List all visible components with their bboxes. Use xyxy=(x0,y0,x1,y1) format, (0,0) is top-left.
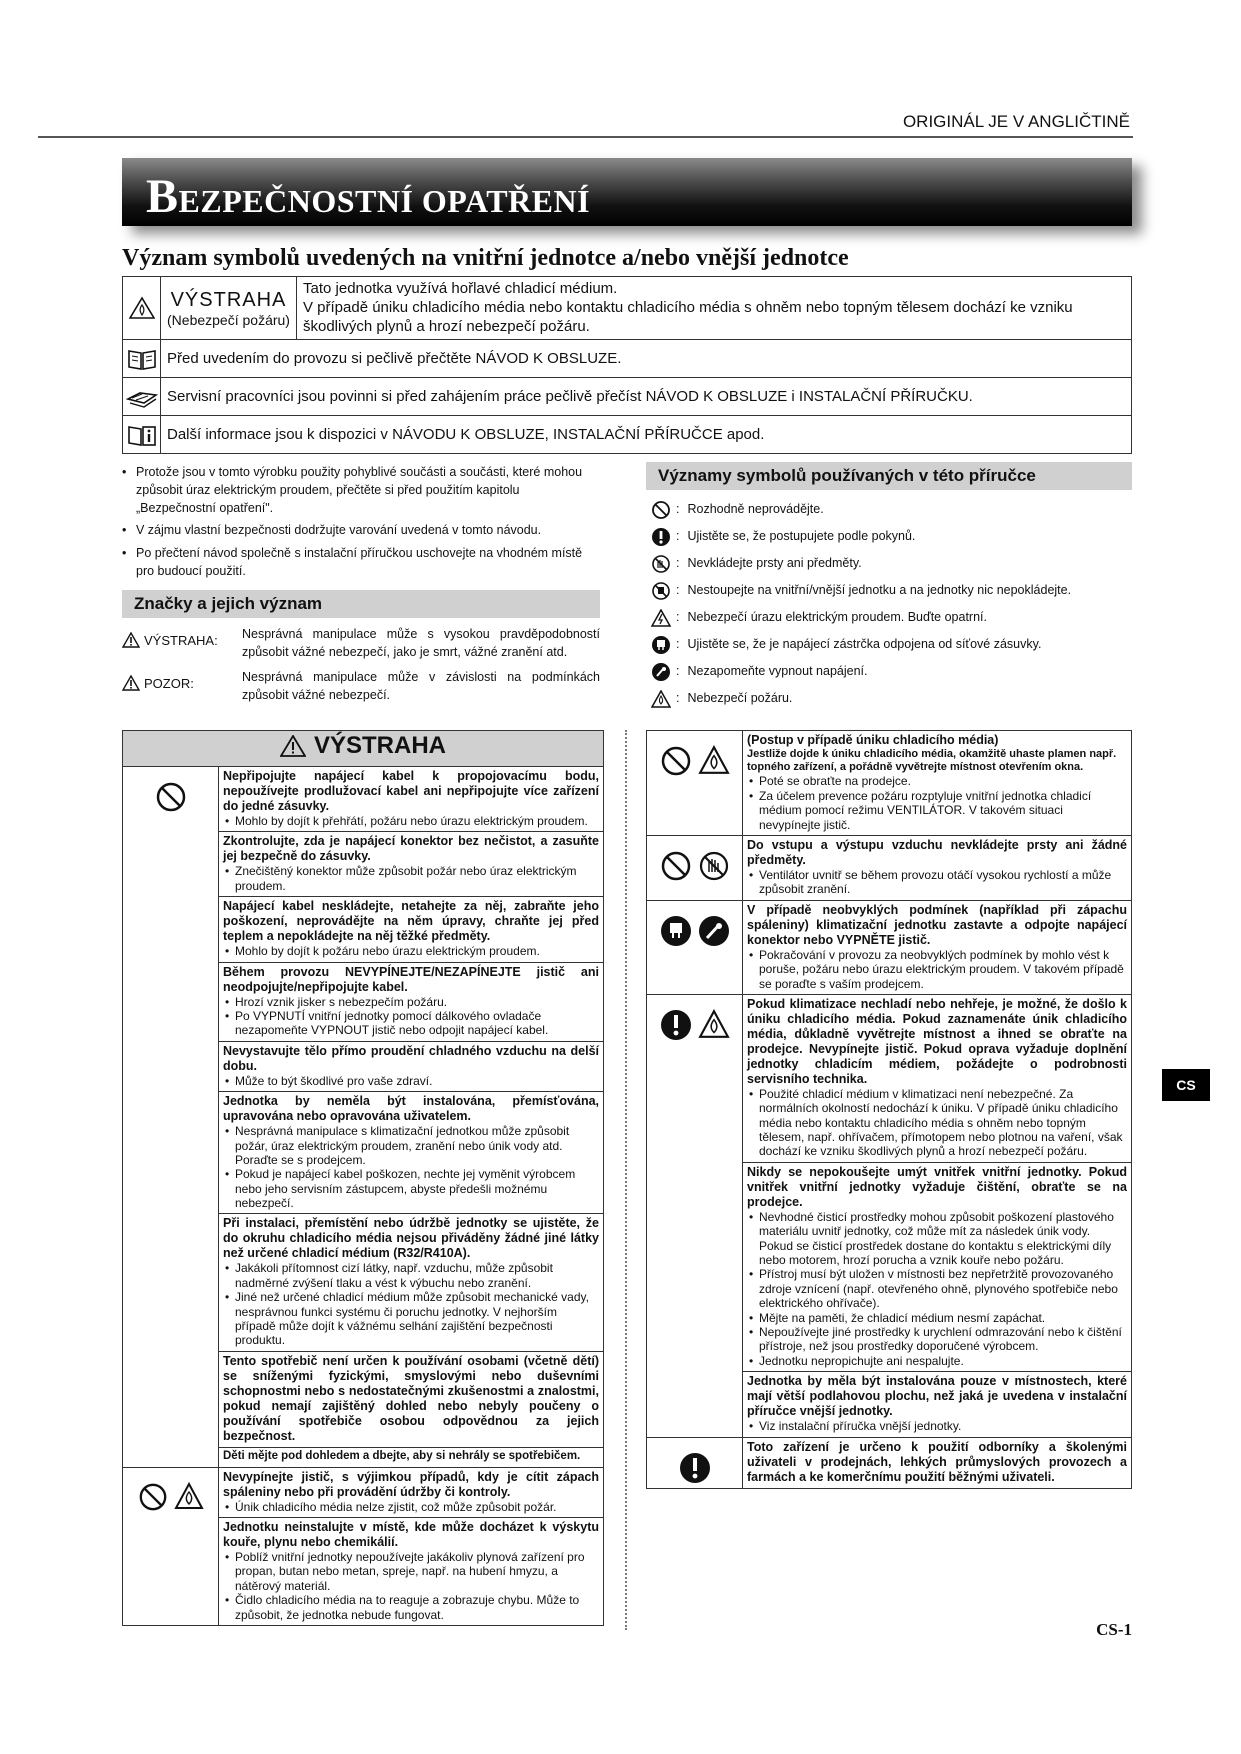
warning-item xyxy=(743,1162,1131,1371)
warning-note: • Pokud je napájecí kabel poškozen, nechte jej vyměnit výrobcem nebo jeho servisním zástupcem, abyste předešli možnému nebezpečí. xyxy=(223,1167,599,1210)
warning-right-group1 xyxy=(743,731,1132,836)
warning-item xyxy=(219,767,603,831)
warning-right-group2 xyxy=(743,835,1132,900)
warning-note: • Za účelem prevence požáru rozptyluje vnitřní jednotka chladicí médium pomocí režimu VENTILÁTOR. V takovém situaci nevypínejte jistič. xyxy=(747,789,1127,832)
meaning-separator: : xyxy=(676,556,680,571)
meaning-separator: : xyxy=(676,691,680,706)
warning-note: • Jakákoli přítomnost cizí látky, např. vzduchu, může způsobit nadměrné zvýšení tlaku a vést k výbuchu nebo zranění. xyxy=(223,1261,599,1290)
meaning-row xyxy=(646,658,1132,685)
warning-item xyxy=(219,831,603,896)
warning-note: • Jednotku nepropichujte ani nespalujte. xyxy=(747,1354,1127,1368)
meaning-row xyxy=(646,604,1132,631)
warning-table-right xyxy=(646,730,1132,1489)
mandatory-icon xyxy=(646,527,676,547)
warning-heading: Nepřipojujte napájecí kabel k propojovacímu bodu, nepoužívejte prodlužovací kabel ani nepřipojujte více zařízení do jedné zásuvky. xyxy=(223,769,599,813)
power-off-icon xyxy=(646,662,676,682)
banner-rest: EZPEČNOSTNÍ OPATŘENÍ xyxy=(178,183,591,219)
warning-item xyxy=(743,1438,1131,1488)
column-divider xyxy=(625,730,627,1630)
warning-note: • Mohlo by dojít k požáru nebo úrazu elektrickým proudem. xyxy=(223,944,599,958)
prohibited-fire-icon-cell xyxy=(647,731,743,836)
warning-item xyxy=(743,901,1131,994)
warning-note: • Použité chladicí médium v klimatizaci není nebezpečné. Za normálních okolností nedochází k úniku. V případě úniku chladicího média nebo kontaktu chladicího média s ohněm nebo topným tělesem, např. ohřívačem, přímotopem nebo plotnou na vaření, však dochází ke vzniku škodlivých plynů a hrozí nebezpečí požáru. xyxy=(747,1087,1127,1159)
warning-table-left xyxy=(122,730,604,1626)
mark-label-text: POZOR: xyxy=(144,676,194,692)
warning-header xyxy=(123,731,604,767)
header-rule xyxy=(38,136,1133,138)
section-banner xyxy=(122,158,1132,226)
warning-heading: Nevypínejte jistič, s výjimkou případů, kdy je cítit zápach spáleniny nebo při provádění údržby či kontroly. xyxy=(223,1469,599,1499)
fire-icon xyxy=(698,745,730,775)
meaning-text: Ujistěte se, že je napájecí zástrčka odpojena od síťové zásuvky. xyxy=(687,637,1042,652)
caution-triangle-icon xyxy=(122,675,140,691)
mark-text: Nesprávná manipulace může v závislosti na podmínkách způsobit vážné nebezpečí. xyxy=(242,670,600,702)
intro-bullet: • V zájmu vlastní bezpečnosti dodržujte varování uvedená v tomto návodu. xyxy=(122,521,600,539)
warning-left-group1 xyxy=(219,767,604,1468)
warning-item xyxy=(219,1351,603,1447)
warning-heading: Pokud klimatizace nechladí nebo nehřeje, je možné, že došlo k úniku chladicího média. Pokud zaznamenáte únik chladicího média, důkladně vyvětrejte místnost a ihned se obraťte na prodejce. Nevypínejte jistič. Pokud oprava vyžaduje doplnění jednotky chladicím médiem, požádejte o podrobnosti servisního technika. xyxy=(747,996,1127,1086)
warning-note: • Nesprávná manipulace s klimatizační jednotkou může způsobit požár, úraz elektrickým proudem, zranění nebo únik vody atd. Poraďte se s prodejcem. xyxy=(223,1124,599,1167)
warning-right-group4 xyxy=(743,994,1132,1437)
meaning-row xyxy=(646,496,1132,523)
warning-note: • Mohlo by dojít k přehřátí, požáru nebo úrazu elektrickým proudem. xyxy=(223,814,599,828)
warning-heading: Toto zařízení je určeno k použití odborníky a školenými uživateli v prodejnách, lehkých průmyslových provozech a farmách a ke komerčnímu použití běžnými uživateli. xyxy=(747,1439,1127,1484)
symbols-table xyxy=(122,276,1132,454)
warning-note: • Viz instalační příručka vnější jednotky. xyxy=(747,1419,1127,1433)
fire-icon xyxy=(174,1482,204,1510)
warning-note: • Čidlo chladicího média na to reaguje a zobrazuje chybu. Může to způsobit, že jednotka nebude fungovat. xyxy=(223,1593,599,1622)
marks-title: Značky a jejich význam xyxy=(122,590,600,618)
original-language-note: ORIGINÁL JE V ANGLIČTINĚ xyxy=(902,112,1130,131)
language-tab: CS xyxy=(1162,1069,1210,1101)
prohibited-icon-cell xyxy=(123,767,219,1468)
mark-text: Nesprávná manipulace může s vysokou pravděpodobností způsobit vážné nebezpečí, jako je smrt, vážné zranění atd. xyxy=(242,627,600,659)
warning-note: • Ventilátor uvnitř se během provozu otáčí vysokou rychlostí a může způsobit zranění. xyxy=(747,868,1127,897)
meanings-title: Významy symbolů používaných v této příručce xyxy=(646,462,1132,490)
intro-bullets xyxy=(122,463,600,584)
meaning-separator: : xyxy=(676,502,680,517)
warning-item xyxy=(219,1091,603,1213)
info-manual-icon xyxy=(123,416,161,454)
warning-heading: Nikdy se nepokoušejte umýt vnitřek vnitřní jednotky. Pokud vnitřek vnitřní jednotky vyžaduje čištění, obraťte se na prodejce. xyxy=(747,1164,1127,1209)
book-icon xyxy=(123,340,161,378)
warning-note: • Mějte na paměti, že chladicí médium nesmí zapáchat. xyxy=(747,1311,1127,1325)
warning-note: • Poté se obraťte na prodejce. xyxy=(747,774,1127,788)
meaning-row xyxy=(646,577,1132,604)
warning-description: Tato jednotka využívá hořlavé chladicí médium. V případě úniku chladicího média nebo kontaktu chladicího média s ohněm nebo topným tělesem dochází ke vzniku škodlivých plynů a hrozí nebezpečí požáru. xyxy=(297,277,1132,340)
warning-note: • Nevhodné čisticí prostředky mohou způsobit poškození plastového materiálu uvnitř jednotky, což může mít za následek únik vody. Pokud se čisticí prostředek dostane do kontaktu s elektrickými díly nebo motorem, hrozí porucha a vznik kouře nebo požáru. xyxy=(747,1210,1127,1268)
symbols-row-service xyxy=(123,378,1132,416)
warning-heading: Nevystavujte tělo přímo proudění chladného vzduchu na delší dobu. xyxy=(223,1043,599,1073)
meaning-text: Nevkládejte prsty ani předměty. xyxy=(687,556,862,571)
warning-heading: Zkontrolujte, zda je napájecí konektor bez nečistot, a zasuňte jej bezpečně do zásuvky. xyxy=(223,834,599,864)
meaning-row xyxy=(646,523,1132,550)
warning-note: • Únik chladicího média nelze zjistit, což může způsobit požár. xyxy=(223,1500,599,1514)
mark-warning xyxy=(122,626,600,661)
warning-item xyxy=(219,1447,603,1467)
warning-item xyxy=(219,896,603,961)
banner-initial: B xyxy=(146,170,179,223)
no-fingers-icon xyxy=(698,850,730,882)
warning-title: VÝSTRAHA xyxy=(313,731,446,759)
unplug-power-icon-cell xyxy=(647,900,743,994)
warning-heading: Jestliže dojde k úniku chladicího média, okamžitě uhaste plamen např. topného zařízení, a pořádně vyvětrejte místnost otevřením okna. xyxy=(747,748,1117,774)
prohibited-icon xyxy=(138,1482,168,1512)
warning-note: • Po VYPNUTÍ vnitřní jednotky pomocí dálkového ovladače nezapomeňte VYPNOUT jistič nebo odpojit napájecí kabel. xyxy=(223,1009,599,1038)
meaning-separator: : xyxy=(676,529,680,544)
fire-warning-icon xyxy=(123,277,161,340)
mandatory-icon-cell xyxy=(647,1437,743,1488)
meaning-row xyxy=(646,550,1132,577)
prohibited-icon xyxy=(155,781,187,813)
meaning-separator: : xyxy=(676,664,680,679)
mandatory-icon xyxy=(660,1009,692,1041)
warning-heading: Tento spotřebič není určen k používání osobami (včetně dětí) se sníženými fyzickými, smyslovými nebo duševními schopnostmi nebo s nedostatečnými zkušenostmi a znalostmi, pokud nemají zajištěný dohled nebo nebyly poučeny o používání spotřebiče osobou odpovědnou za jejich bezpečnost. xyxy=(223,1353,599,1443)
fire-icon xyxy=(698,1009,730,1039)
warning-heading: Jednotka by neměla být instalována, přemísťována, upravována nebo opravována uživatelem. xyxy=(223,1094,599,1124)
unplug-icon xyxy=(646,635,676,655)
mandatory-icon xyxy=(679,1452,711,1484)
warning-heading: V případě neobvyklých podmínek (například při zápachu spáleniny) klimatizační jednotku zastavte a odpojte napájecí konektor nebo VYPNĚTE jistič. xyxy=(747,902,1127,947)
warning-label-cell xyxy=(161,277,297,340)
mandatory-fire-icon-cell xyxy=(647,994,743,1437)
warning-heading: Při instalaci, přemístění nebo údržbě jednotky se ujistěte, že do okruhu chladicího média nejsou přiváděny žádné jiné látky než určené chladicí médium (R32/R410A). xyxy=(223,1216,599,1261)
symbols-row-info xyxy=(123,416,1132,454)
prohibited-icon xyxy=(646,500,676,520)
warning-heading: Do vstupu a výstupu vzduchu nevkládejte prsty ani žádné předměty. xyxy=(747,837,1127,867)
warning-item xyxy=(219,962,603,1041)
warning-item xyxy=(219,1517,603,1625)
no-fingers-icon xyxy=(646,554,676,574)
meaning-text: Ujistěte se, že postupujete podle pokynů. xyxy=(687,529,916,544)
symbols-row-text: Před uvedením do provozu si pečlivě přečtěte NÁVOD K OBSLUZE. xyxy=(161,340,1132,378)
warning-heading: Napájecí kabel neskládejte, netahejte za něj, zabraňte jeho poškození, neprovádějte na něm úpravy, chraňte jej před teplem a nepokládejte na něj těžké předměty. xyxy=(223,899,599,944)
symbols-heading: Význam symbolů uvedených na vnitřní jednotce a/nebo vnější jednotce xyxy=(122,245,849,271)
banner-title xyxy=(146,168,590,226)
warning-item xyxy=(743,1371,1131,1436)
electric-shock-icon xyxy=(646,609,676,627)
warning-triangle-icon xyxy=(280,735,306,757)
warning-heading: Jednotku neinstalujte v místě, kde může docházet k výskytu kouře, plynu nebo chemikálií. xyxy=(223,1520,599,1549)
warning-right-group5 xyxy=(743,1437,1132,1488)
meaning-separator: : xyxy=(676,610,680,625)
warning-note: • Jiné než určené chladicí médium může způsobit mechanické vady, nesprávnou funkci systému či poruchu jednotky. V nejhorším případě může dojít k vážnému selhání zajištění bezpečnosti produktu. xyxy=(223,1290,599,1348)
meaning-text: Nebezpečí požáru. xyxy=(687,691,793,706)
fire-icon xyxy=(646,690,676,708)
warning-heading: Během provozu NEVYPÍNEJTE/NEZAPÍNEJTE jistič ani neodpojujte/nepřipojujte kabel. xyxy=(223,964,599,994)
mark-label xyxy=(122,626,242,661)
warning-heading: Děti mějte pod dohledem a dbejte, aby si nehrály se spotřebičem. xyxy=(223,1449,581,1462)
warning-item xyxy=(743,836,1131,900)
warning-note: • Pokračování v provozu za neobvyklých podmínek by mohlo vést k poruše, požáru nebo úrazu elektrickým proudem. V takovém případě se poraďte s vaším prodejcem. xyxy=(747,948,1127,991)
warning-item xyxy=(743,995,1131,1162)
meanings-list xyxy=(646,496,1132,712)
no-fingers-icon-cell xyxy=(647,835,743,900)
mark-label xyxy=(122,669,242,704)
prohibited-icon xyxy=(660,850,692,882)
warning-sublabel: (Nebezpečí požáru) xyxy=(167,311,290,328)
no-step-icon xyxy=(646,581,676,601)
meaning-separator: : xyxy=(676,583,680,598)
warning-note: • Znečištěný konektor může způsobit požár nebo úraz elektrickým proudem. xyxy=(223,864,599,893)
service-manual-icon xyxy=(123,378,161,416)
warning-item xyxy=(219,1213,603,1350)
meaning-text: Rozhodně neprovádějte. xyxy=(687,502,824,517)
warning-right-group3 xyxy=(743,900,1132,994)
intro-bullet: • Po přečtení návod společně s instalační příručkou uschovejte na vhodném místě pro budoucí použití. xyxy=(122,544,600,580)
mark-label-text: VÝSTRAHA: xyxy=(144,633,218,649)
warning-note: • Nepoužívejte jiné prostředky k urychlení odmrazování nebo k čištění přístroje, než jsou prostředky doporučené výrobcem. xyxy=(747,1325,1127,1354)
warning-note: • Hrozí vznik jisker s nebezpečím požáru. xyxy=(223,995,599,1009)
warning-item xyxy=(743,731,1131,835)
prohibited-fire-icon-cell xyxy=(123,1467,219,1625)
warning-label: VÝSTRAHA xyxy=(170,288,287,311)
intro-bullet: • Protože jsou v tomto výrobku použity pohyblivé součásti a součásti, které mohou způsobit úraz elektrickým proudem, přečtěte si před použitím kapitolu „Bezpečnostní opatření". xyxy=(122,463,600,517)
meaning-text: Nebezpečí úrazu elektrickým proudem. Buďte opatrní. xyxy=(687,610,987,625)
meaning-row xyxy=(646,685,1132,712)
meaning-separator: : xyxy=(676,637,680,652)
warning-note: • Poblíž vnitřní jednotky nepoužívejte jakákoliv plynová zařízení pro propan, butan nebo metan, spreje, např. na hubení hmyzu, a nátěrový materiál. xyxy=(223,1550,599,1593)
warning-note: • Přístroj musí být uložen v místnosti bez nepřetržitě provozovaného zdroje vznícení (např. otevřeného ohně, plynového spotřebiče nebo elektrického ohřívače). xyxy=(747,1267,1127,1310)
warning-condition: (Postup v případě úniku chladicího média) xyxy=(747,733,999,747)
warning-item xyxy=(219,1468,603,1517)
warning-left-group2 xyxy=(219,1467,604,1625)
prohibited-icon xyxy=(660,745,692,777)
symbols-row-text: Další informace jsou k dispozici v NÁVODU K OBSLUZE, INSTALAČNÍ PŘÍRUČCE apod. xyxy=(161,416,1132,454)
power-off-icon xyxy=(698,915,730,947)
meaning-text: Nezapomeňte vypnout napájení. xyxy=(687,664,868,679)
warning-item xyxy=(219,1041,603,1091)
meaning-row xyxy=(646,631,1132,658)
warning-heading: Jednotka by měla být instalována pouze v místnostech, které mají větší podlahovou plochu, než jaká je uvedena v instalační příručce vnější jednotky. xyxy=(747,1374,1127,1419)
symbols-row-manual xyxy=(123,340,1132,378)
marks-section xyxy=(122,590,600,712)
unplug-icon xyxy=(660,915,692,947)
meanings-section xyxy=(646,462,1132,712)
meaning-text: Nestoupejte na vnitřní/vnější jednotku a na jednotky nic nepokládejte. xyxy=(687,583,1072,598)
warning-note: • Může to být škodlivé pro vaše zdraví. xyxy=(223,1074,599,1088)
symbols-row-text: Servisní pracovníci jsou povinni si před zahájením práce pečlivě přečíst NÁVOD K OBSLUZE i INSTALAČNÍ PŘÍRUČKU. xyxy=(161,378,1132,416)
symbols-warning-row xyxy=(123,277,1132,340)
warning-triangle-icon xyxy=(122,632,140,648)
mark-caution xyxy=(122,669,600,704)
page-number: CS-1 xyxy=(1096,1620,1132,1639)
